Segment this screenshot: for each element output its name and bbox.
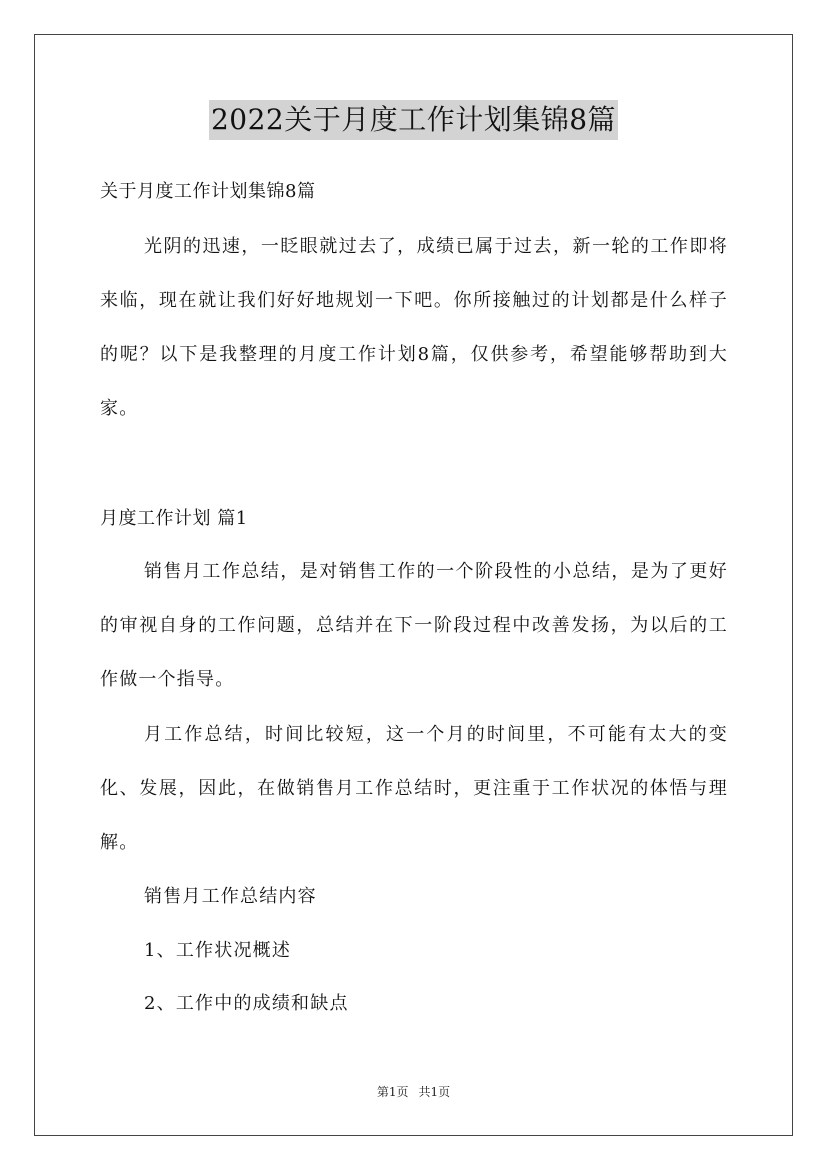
title-container [0,100,827,140]
page-number: 第1页 [376,1085,409,1099]
page-footer [0,1082,827,1102]
list-item: 2、工作中的成绩和缺点 [144,993,349,1014]
paragraph-1: 销售月工作总结，是对销售工作的一个阶段性的小总结，是为了更好的审视自身的工作问题，总结并在下一阶段过程中改善发扬，为以后的工作做一个指导。 [100,561,728,690]
list-item: 1、工作状况概述 [144,940,292,961]
section-heading: 月度工作计划 篇1 [100,508,248,529]
paragraph-2: 月工作总结，时间比较短，这一个月的时间里，不可能有太大的变化、发展，因此，在做销售月工作总结时，更注重于工作状况的体悟与理解。 [100,724,728,853]
document-subtitle: 关于月度工作计划集锦8篇 [100,181,316,202]
total-pages: 共1页 [418,1085,451,1099]
intro-paragraph: 光阴的迅速，一眨眼就过去了，成绩已属于过去，新一轮的工作即将来临，现在就让我们好好地规划一下吧。你所接触过的计划都是什么样子的呢？以下是我整理的月度工作计划8篇，仅供参考，希望能够帮助到大家。 [100,236,728,419]
content-heading: 销售月工作总结内容 [144,886,317,907]
document-title: 2022关于月度工作计划集锦8篇 [209,100,618,140]
